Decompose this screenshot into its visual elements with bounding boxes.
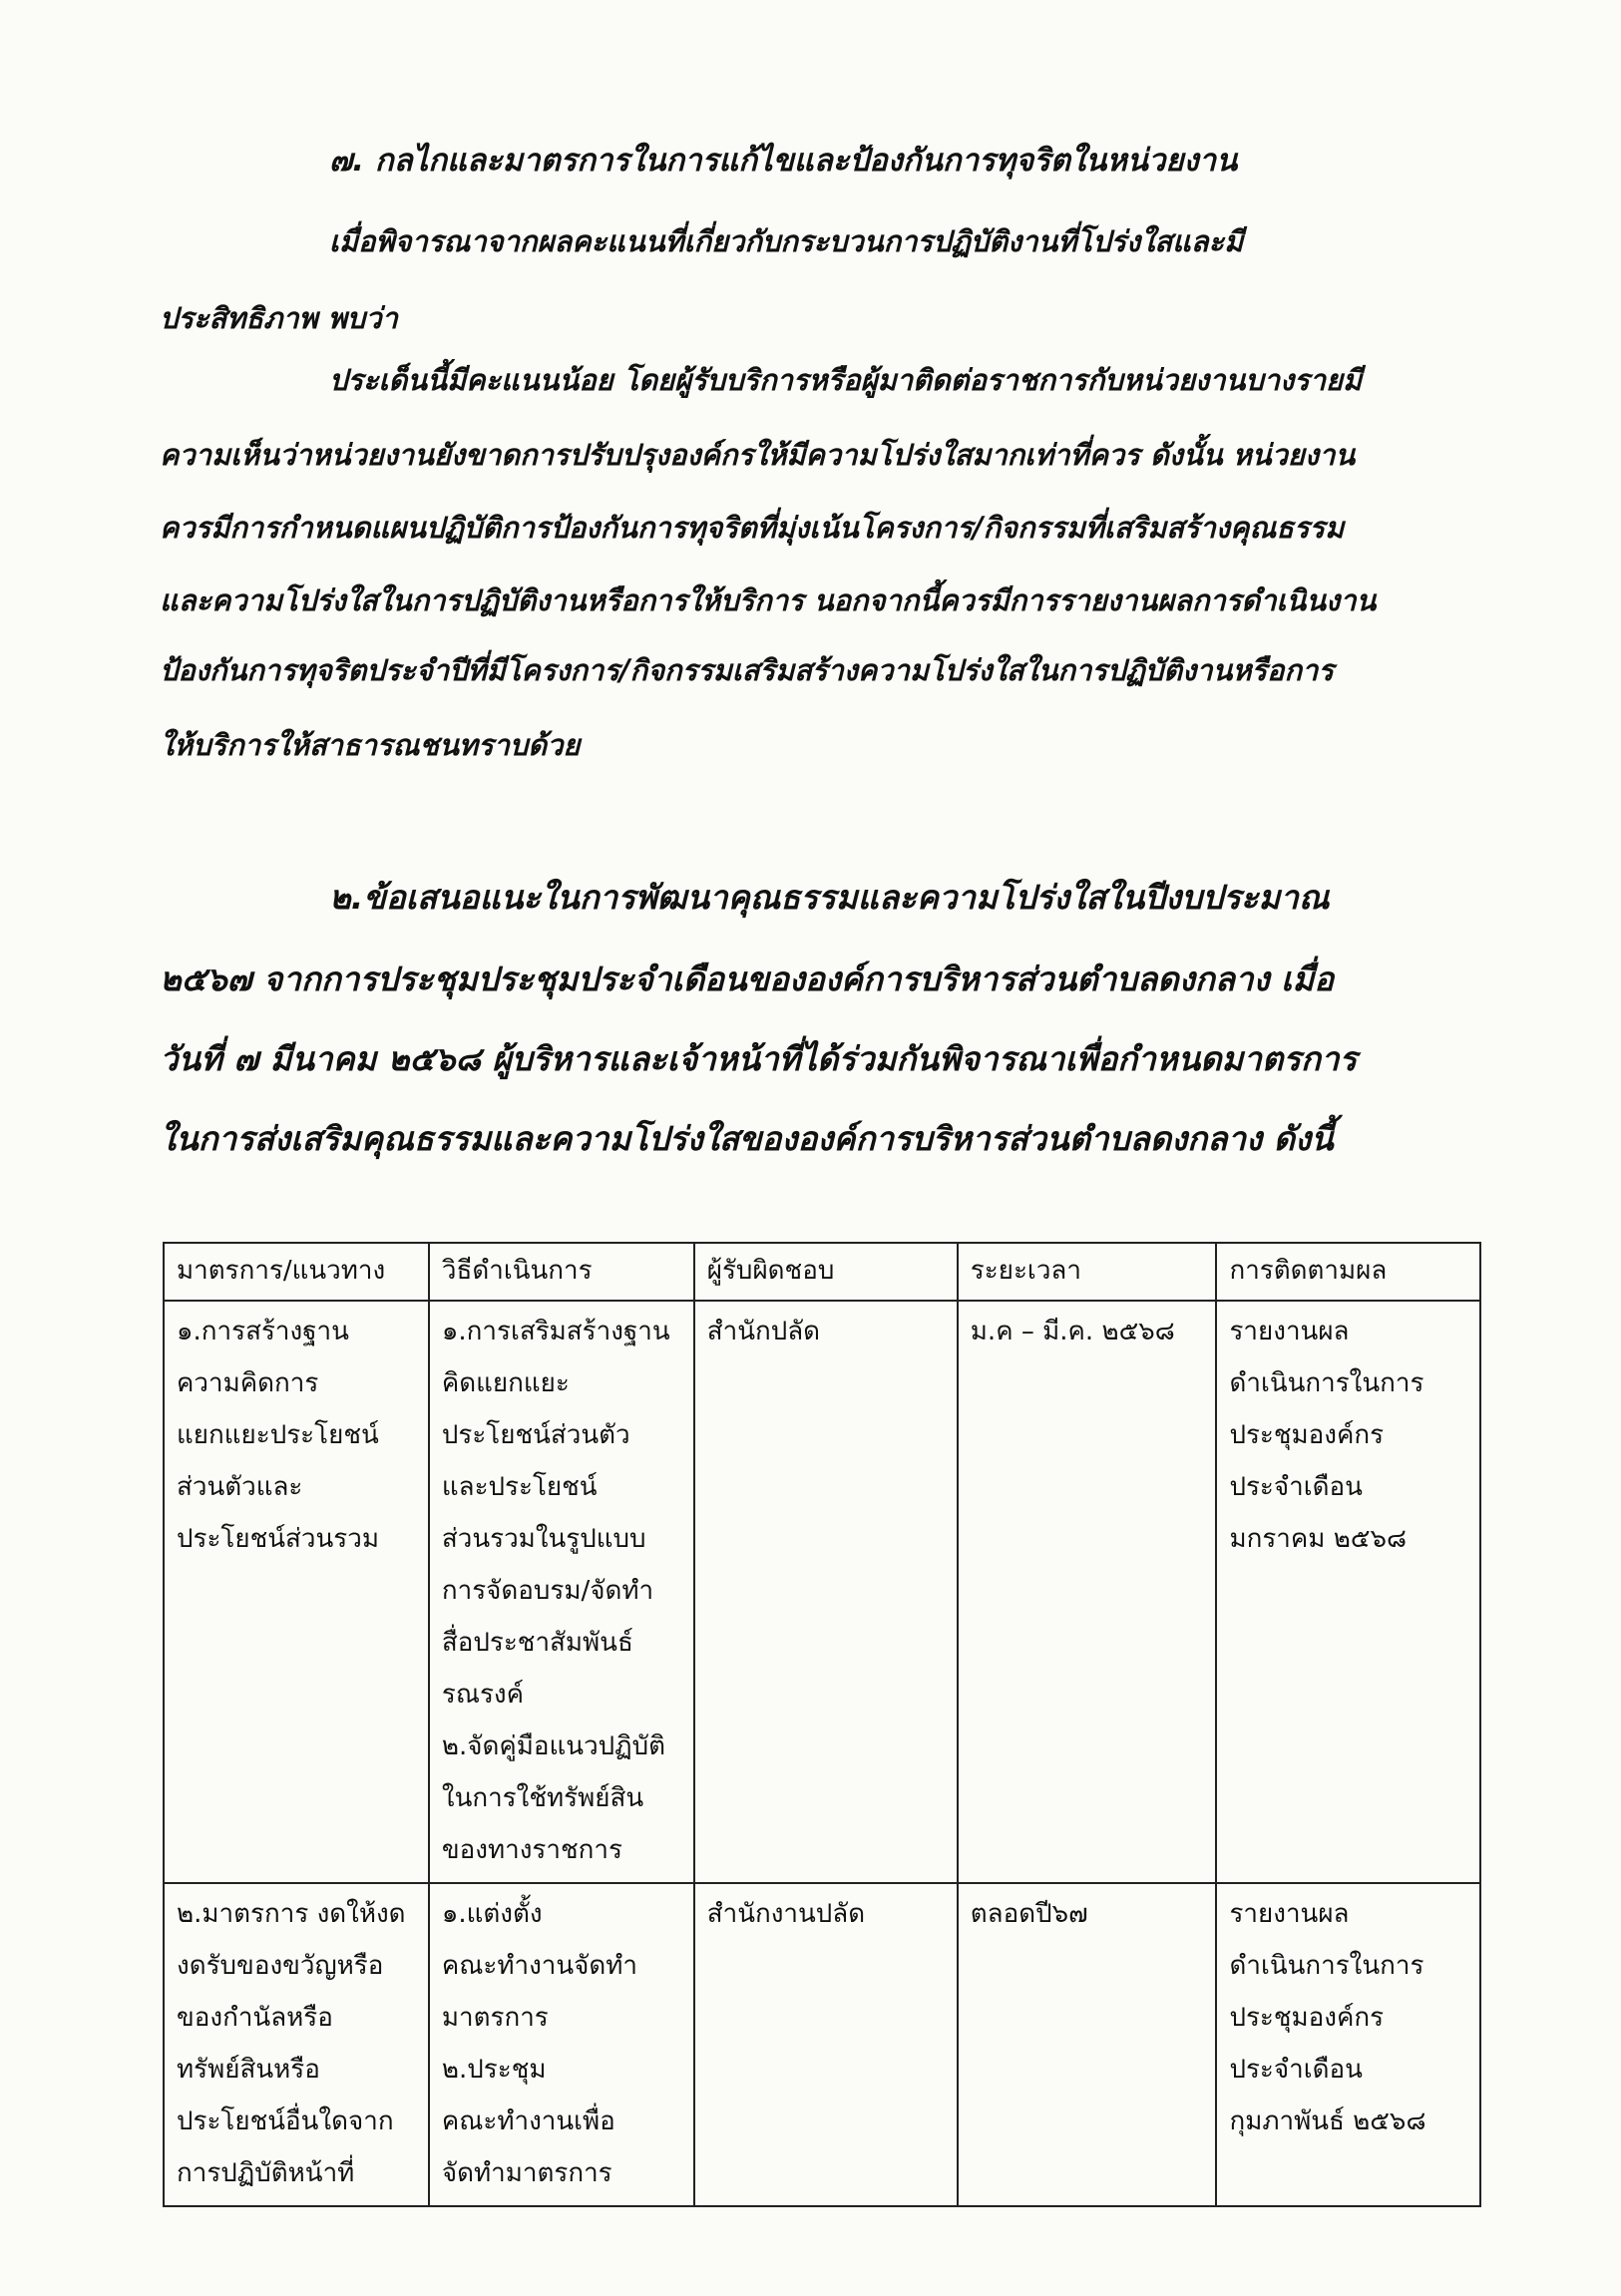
cell-line: ประจำเดือน	[1229, 1472, 1363, 1502]
cell-line: ๒.จัดคู่มือแนวปฏิบัติ	[441, 1731, 666, 1761]
para2-line-2: ความเห็นว่าหน่วยงานยังขาดการปรับปรุงองค์กรให้มีความโปร่งใสมากเท่าที่ควร ดังนั้น หน่วยงาน	[160, 438, 1356, 472]
cell-responsible	[694, 1883, 958, 2206]
header-responsible: ผู้รับผิดชอบ	[694, 1243, 958, 1301]
cell-line: ในการใช้ทรัพย์สิน	[441, 1783, 644, 1813]
cell-line: คณะทำงานจัดทำ	[441, 1951, 638, 1981]
cell-line: คิดแยกแยะ	[441, 1368, 570, 1398]
cell-line: ดำเนินการในการ	[1229, 1951, 1424, 1981]
cell-line: ๑.แต่งตั้ง	[441, 1899, 543, 1929]
cell-line: ๑.การเสริมสร้างฐาน	[441, 1317, 670, 1346]
cell-line: ประโยชน์อื่นใดจาก	[177, 2106, 394, 2136]
table-row	[164, 1883, 1480, 2206]
cell-line: ส่วนรวมในรูปแบบ	[441, 1524, 646, 1554]
table-row	[164, 1301, 1480, 1883]
cell-line: มกราคม ๒๕๖๘	[1229, 1524, 1408, 1554]
section-2-line-4: ในการส่งเสริมคุณธรรมและความโปร่งใสขององค์การบริหารส่วนตำบลดงกลาง ดังนี้	[160, 1119, 1334, 1158]
para2-line-4: และความโปร่งใสในการปฏิบัติงานหรือการให้บริการ นอกจากนี้ควรมีการรายงานผลการดำเนินงาน	[160, 583, 1377, 617]
cell-measure	[164, 1883, 429, 2206]
cell-line: ความคิดการ	[177, 1368, 319, 1398]
cell-line: รายงานผล	[1229, 1899, 1350, 1929]
para1-line-2: ประสิทธิภาพ พบว่า	[160, 301, 398, 335]
cell-line: ของทางราชการ	[441, 1835, 622, 1865]
cell-line: สื่อประชาสัมพันธ์	[441, 1628, 633, 1658]
cell-line: คณะทำงานเพื่อ	[441, 2106, 615, 2136]
section-2-line-1: ๒.ข้อเสนอแนะในการพัฒนาคุณธรรมและความโปร่งใสในปีงบประมาณ	[329, 878, 1330, 917]
cell-line: การปฏิบัติหน้าที่	[177, 2158, 355, 2188]
cell-method	[429, 1883, 694, 2206]
cell-line: งดรับของขวัญหรือ	[177, 1951, 384, 1981]
cell-line: สำนักปลัด	[706, 1317, 821, 1346]
header-method: วิธีดำเนินการ	[429, 1243, 694, 1301]
cell-responsible	[694, 1301, 958, 1883]
cell-line: จัดทำมาตรการ	[441, 2158, 612, 2188]
cell-line: ประชุมองค์กร	[1229, 2003, 1385, 2033]
cell-followup	[1216, 1301, 1480, 1883]
cell-line: ของกำนัลหรือ	[177, 2003, 333, 2033]
cell-line: ม.ค – มี.ค. ๒๕๖๘	[970, 1317, 1175, 1346]
cell-line: ส่วนตัวและ	[177, 1472, 303, 1502]
cell-line: แยกแยะประโยชน์	[177, 1420, 379, 1450]
cell-line: ๑.การสร้างฐาน	[177, 1317, 349, 1346]
cell-line: ประโยชน์ส่วนตัว	[441, 1420, 630, 1450]
cell-line: รายงานผล	[1229, 1317, 1350, 1346]
cell-line: ตลอดปี๖๗	[970, 1899, 1088, 1929]
section-2-line-2: ๒๕๖๗ จากการประชุมประชุมประจำเดือนขององค์การบริหารส่วนตำบลดงกลาง เมื่อ	[160, 959, 1335, 998]
cell-method	[429, 1301, 694, 1883]
table-header-row	[164, 1243, 1480, 1301]
cell-line: ประชุมองค์กร	[1229, 1420, 1385, 1450]
cell-line: ๒.ประชุม	[441, 2055, 547, 2085]
cell-line: มาตรการ	[441, 2003, 549, 2033]
cell-line: ๒.มาตรการ งดให้งด	[177, 1899, 406, 1929]
cell-measure	[164, 1301, 429, 1883]
header-period: ระยะเวลา	[958, 1243, 1217, 1301]
cell-line: ประโยชน์ส่วนรวม	[177, 1524, 379, 1554]
cell-period	[958, 1883, 1217, 2206]
cell-line: และประโยชน์	[441, 1472, 598, 1502]
measures-table	[163, 1242, 1481, 2207]
para1-line-1: เมื่อพิจารณาจากผลคะแนนที่เกี่ยวกับกระบวนการปฏิบัติงานที่โปร่งใสและมี	[329, 224, 1244, 258]
header-followup: การติดตามผล	[1216, 1243, 1480, 1301]
header-measure: มาตรการ/แนวทาง	[164, 1243, 429, 1301]
cell-period	[958, 1301, 1217, 1883]
cell-line: สำนักงานปลัด	[706, 1899, 866, 1929]
cell-line: ทรัพย์สินหรือ	[177, 2055, 320, 2085]
para2-line-3: ควรมีการกำหนดแผนปฏิบัติการป้องกันการทุจริตที่มุ่งเน้นโครงการ/กิจกรรมที่เสริมสร้างคุณธรรม	[160, 511, 1345, 545]
cell-line: รณรงค์	[441, 1680, 525, 1710]
para2-line-5: ป้องกันการทุจริตประจำปีที่มีโครงการ/กิจกรรมเสริมสร้างความโปร่งใสในการปฏิบัติงานหรือการ	[160, 653, 1334, 687]
para2-line-6: ให้บริการให้สาธารณชนทราบด้วย	[160, 728, 581, 762]
section-7-heading: ๗. กลไกและมาตรการในการแก้ไขและป้องกันการทุจริตในหน่วยงาน	[329, 143, 1238, 179]
cell-line: ดำเนินการในการ	[1229, 1368, 1424, 1398]
cell-line: กุมภาพันธ์ ๒๕๖๘	[1229, 2106, 1426, 2136]
cell-followup	[1216, 1883, 1480, 2206]
section-2-line-3: วันที่ ๗ มีนาคม ๒๕๖๘ ผู้บริหารและเจ้าหน้าที่ได้ร่วมกันพิจารณาเพื่อกำหนดมาตรการ	[160, 1039, 1358, 1078]
cell-line: การจัดอบรม/จัดทำ	[441, 1576, 654, 1606]
cell-line: ประจำเดือน	[1229, 2055, 1363, 2085]
para2-line-1: ประเด็นนี้มีคะแนนน้อย โดยผู้รับบริการหรือผู้มาติดต่อราชการกับหน่วยงานบางรายมี	[329, 363, 1363, 397]
